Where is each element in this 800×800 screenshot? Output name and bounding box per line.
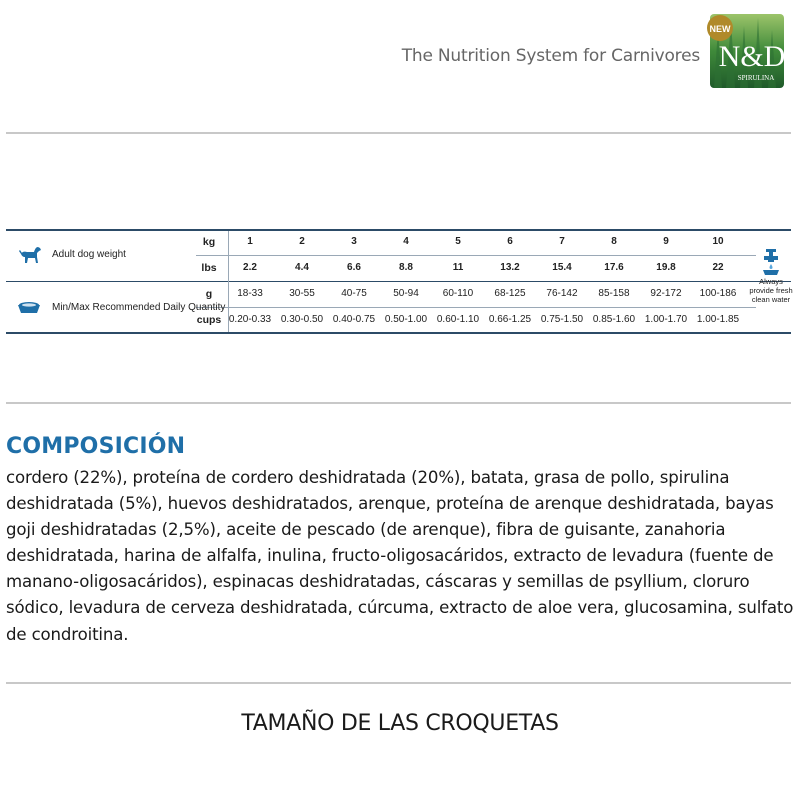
- divider-middle: [6, 402, 791, 404]
- kg-cell: 5: [455, 236, 461, 247]
- table-border-bottom: [6, 332, 791, 334]
- kibble-size-title: TAMAÑO DE LAS CROQUETAS: [241, 711, 559, 736]
- grams-cell: 60-110: [442, 288, 474, 299]
- lbs-cell: 2.2: [243, 262, 257, 273]
- unit-cups: cups: [196, 314, 222, 326]
- grams-cell: 85-158: [598, 288, 630, 299]
- lbs-cell: 13.2: [500, 262, 520, 273]
- table-border-top: [6, 229, 791, 231]
- cups-cell: 0.66-1.25: [488, 314, 532, 325]
- table-separator: [228, 231, 229, 332]
- lbs-cell: 19.8: [656, 262, 676, 273]
- table-subrule: [196, 307, 756, 308]
- lbs-cell: 6.6: [347, 262, 361, 273]
- logo-mark: N&D: [718, 40, 786, 73]
- grams-cell: 76-142: [546, 288, 578, 299]
- lbs-cell: 8.8: [399, 262, 413, 273]
- lbs-cell: 11: [452, 262, 464, 273]
- composition-title: COMPOSICIÓN: [6, 434, 186, 459]
- kg-cell: 7: [559, 236, 565, 247]
- grams-cell: 100-186: [699, 288, 737, 299]
- water-note-line: provide fresh: [749, 286, 793, 295]
- divider-bottom: [6, 682, 791, 684]
- dog-icon: [18, 245, 42, 265]
- kg-cell: 6: [507, 236, 513, 247]
- brand-logo: [700, 8, 788, 90]
- cups-cell: 0.75-1.50: [540, 314, 584, 325]
- kg-cell: 3: [351, 236, 357, 247]
- feeding-table: [6, 229, 791, 334]
- water-note-line: clean water: [751, 295, 791, 304]
- lbs-cell: 15.4: [552, 262, 572, 273]
- water-note: [746, 249, 796, 304]
- cups-cell: 1.00-1.85: [696, 314, 740, 325]
- kg-cell: 2: [299, 236, 305, 247]
- brand-tagline: The Nutrition System for Carnivores: [401, 46, 700, 66]
- water-note-line: Always: [759, 277, 783, 286]
- cups-cell: 0.20-0.33: [228, 314, 272, 325]
- table-subrule: [196, 255, 756, 256]
- kg-cell: 4: [403, 236, 409, 247]
- divider-top: [6, 132, 791, 134]
- grams-cell: 68-125: [494, 288, 526, 299]
- unit-g: g: [205, 288, 213, 300]
- weight-row-label: Adult dog weight: [52, 249, 126, 260]
- lbs-cell: 22: [712, 262, 724, 273]
- cups-cell: 1.00-1.70: [644, 314, 688, 325]
- kg-cell: 8: [611, 236, 617, 247]
- unit-kg: kg: [202, 236, 216, 248]
- cups-cell: 0.40-0.75: [332, 314, 376, 325]
- cups-cell: 0.85-1.60: [592, 314, 636, 325]
- lbs-cell: 17.6: [604, 262, 624, 273]
- logo-sub: SPIRULINA: [737, 74, 775, 82]
- quantity-row-label: Min/Max Recommended Daily Quantity: [52, 302, 226, 313]
- cups-cell: 0.30-0.50: [280, 314, 324, 325]
- bowl-icon: [16, 299, 42, 315]
- cups-cell: 0.50-1.00: [384, 314, 428, 325]
- water-tap-icon: [760, 249, 782, 275]
- lbs-cell: 4.4: [295, 262, 309, 273]
- unit-lbs: lbs: [201, 262, 217, 274]
- composition-text: cordero (22%), proteína de cordero deshidratada (20%), batata, grasa de pollo, spirulina deshidratada (5%), huevos deshidratados, arenque, proteína de arenque deshidratada, bayas goji deshidratadas (2,5%), aceite de pescado (de arenque), fibra de guisante, zanahoria deshidratada, harina de alfalfa, inulina, fructo-oligosacáridos, extracto de levadura (fuente de manano-oligosacáridos), espinacas deshidratadas, cáscaras y semillas de psyllium, cloruro sódico, levadura de cerveza deshidratada, cúrcuma, extracto de aloe vera, glucosamina, sulfato de condroitina.: [6, 468, 794, 644]
- grams-cell: 18-33: [237, 288, 263, 299]
- kg-cell: 10: [712, 236, 724, 247]
- logo-badge: NEW: [709, 24, 731, 34]
- grams-cell: 40-75: [341, 288, 367, 299]
- cups-cell: 0.60-1.10: [436, 314, 480, 325]
- grams-cell: 92-172: [650, 288, 682, 299]
- kg-cell: 9: [663, 236, 669, 247]
- table-border-mid: [6, 281, 791, 282]
- grams-cell: 30-55: [289, 288, 315, 299]
- kg-cell: 1: [247, 236, 253, 247]
- grams-cell: 50-94: [393, 288, 419, 299]
